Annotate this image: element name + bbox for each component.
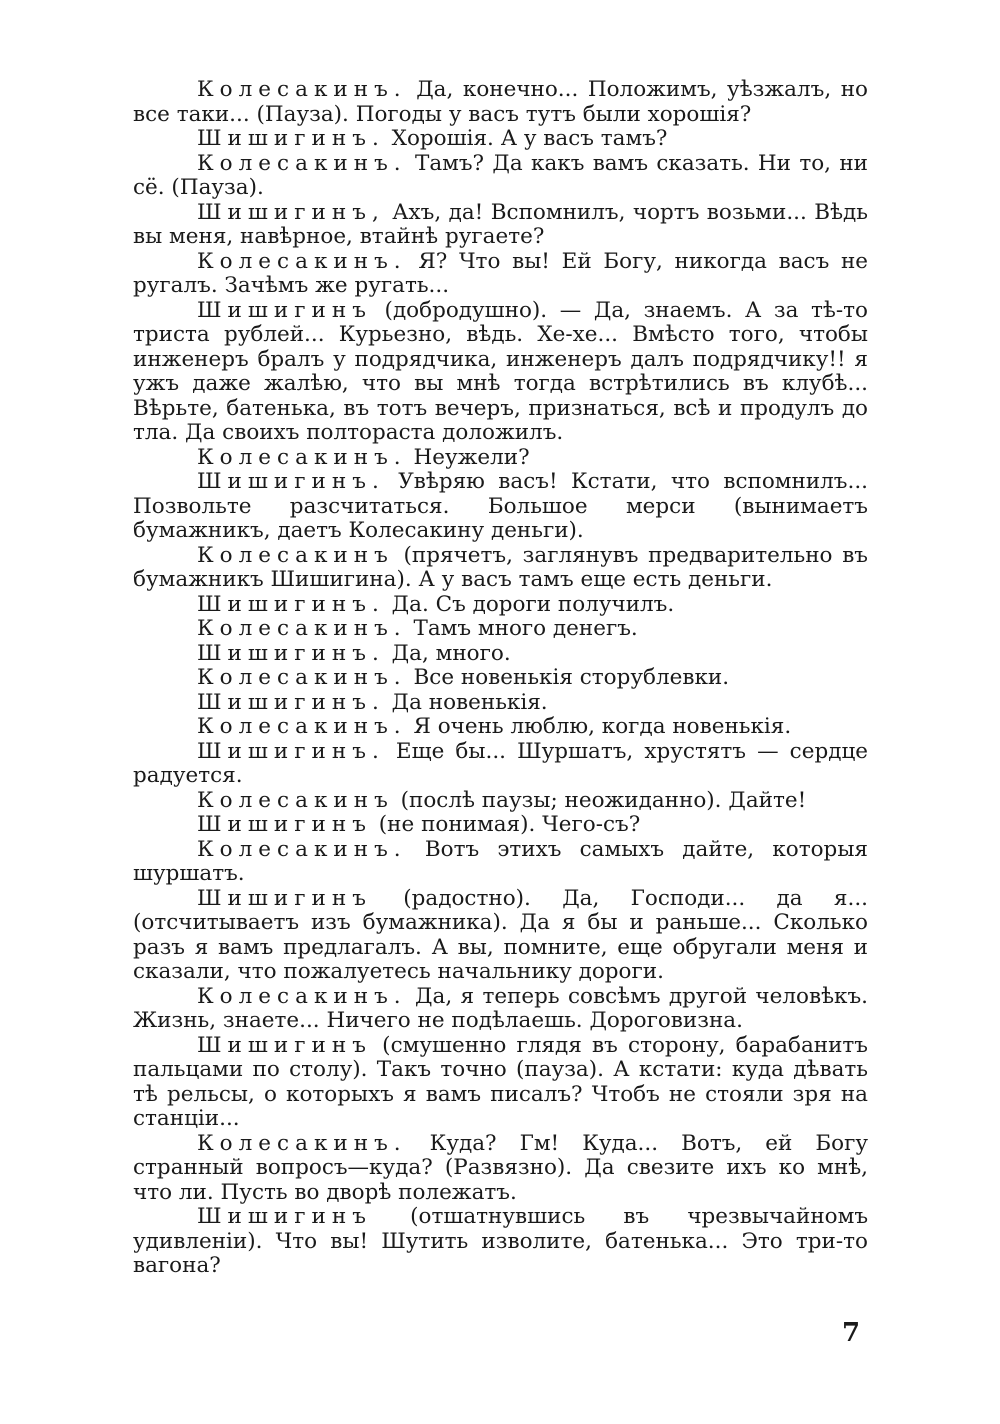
dialogue-line: [133, 813, 868, 838]
line-text: (послѣ паузы; неожиданно). Дайте!: [393, 787, 807, 813]
line-text: Неужели?: [406, 444, 530, 470]
line-text: Ахъ, да! Вспомнилъ, чортъ возьми... Вѣдь вы меня, навѣрное, втайнѣ ругаете?: [133, 199, 868, 249]
speaker-name: Шишигинъ: [197, 812, 372, 837]
speaker-name: Колесакинъ.: [197, 836, 407, 862]
speaker-name: Колесакинъ.: [197, 150, 407, 176]
speaker-name: Шишигинъ.: [197, 640, 385, 666]
speaker-name: Колесакинъ.: [197, 616, 407, 641]
dialogue-line: [133, 593, 868, 618]
line-text: (отшатнувшись въ чрезвычайномъ удивленіи). Что вы! Шутить изволите, батенька... Это три-то вагона?: [133, 1204, 868, 1278]
line-text: (прячетъ, заглянувъ предварительно въ бумажникъ Шишигина). А у васъ тамъ еще есть деньги.: [133, 542, 868, 592]
dialogue-line: [133, 740, 868, 789]
speaker-name: Колесакинъ.: [197, 1130, 407, 1156]
speaker-name: Колесакинъ.: [197, 77, 407, 102]
speaker-name: Шишигинъ: [197, 297, 372, 323]
dialogue-line: [133, 250, 868, 299]
dialogue-line: [133, 152, 868, 201]
dialogue-line: [133, 127, 868, 152]
dialogue-line: [133, 617, 868, 642]
speaker-name: Шишигинъ,: [197, 199, 385, 225]
dialogue-line: [133, 470, 868, 544]
speaker-name: Шишигинъ.: [197, 591, 385, 617]
dialogue-line: [133, 201, 868, 250]
speaker-name: Шишигинъ.: [197, 469, 385, 494]
dialogue-line: [133, 1034, 868, 1132]
speaker-name: Колесакинъ.: [197, 983, 407, 1009]
line-text: Тамъ? Да какъ вамъ сказать. Ни то, ни сё. (Пауза).: [133, 150, 868, 200]
speaker-name: Шишигинъ.: [197, 126, 385, 151]
speaker-name: Шишигинъ.: [197, 689, 385, 715]
page-body: [133, 78, 868, 1279]
speaker-name: Колесакинъ.: [197, 248, 407, 274]
line-text: Вотъ этихъ самыхъ дайте, которыя шуршатъ.: [133, 836, 868, 886]
line-text: (добродушно). — Да, знаемъ. А за тѣ-то триста рублей... Курьезно, вѣдь. Хе-хе... Вмѣсто того, чтобы инженеръ бралъ у подрядчика, инженеръ далъ подрядчику!! я ужъ даже жалѣю, что вы мнѣ тогда встрѣтились въ клубѣ... Вѣрьте, батенька, въ тотъ вечеръ, признаться, всѣ и продулъ до тла. Да своихъ полтораста доложилъ.: [133, 297, 868, 445]
speaker-name: Шишигинъ: [197, 1204, 372, 1229]
line-text: Куда? Гм! Куда... Вотъ, ей Богу странный вопросъ—куда? (Развязно). Да свезите ихъ ко мнѣ, что ли. Пусть во дворѣ полежатъ.: [133, 1130, 868, 1205]
dialogue-line: [133, 887, 868, 985]
speaker-name: Колесакинъ: [197, 787, 394, 813]
line-text: Да. Съ дороги получилъ.: [384, 591, 675, 617]
dialogue-line: [133, 1205, 868, 1279]
dialogue-line: [133, 642, 868, 667]
line-text: Еще бы... Шуршатъ, хрустятъ — сердце радуется.: [133, 738, 868, 788]
line-text: Да, много.: [384, 640, 511, 666]
dialogue-line: [133, 544, 868, 593]
line-text: Все новенькія сторублевки.: [406, 665, 730, 690]
line-text: Увѣряю васъ! Кстати, что вспомнилъ... Позвольте разсчитаться. Большое мерси (вынимаетъ бумажникъ, даетъ Колесакину деньги).: [133, 469, 868, 543]
page-number: 7: [842, 1318, 861, 1348]
dialogue-line: [133, 691, 868, 716]
line-text: Тамъ много денегъ.: [406, 616, 638, 641]
line-text: Да новенькія.: [384, 689, 548, 715]
speaker-name: Шишигинъ: [197, 1032, 372, 1058]
dialogue-line: [133, 985, 868, 1034]
line-text: Да, я теперь совсѣмъ другой человѣкъ. Жизнь, знаете... Ничего не подѣлаешь. Дороговизна.: [133, 983, 868, 1033]
dialogue-line: [133, 446, 868, 471]
line-text: (не понимая). Чего-съ?: [371, 812, 641, 837]
speaker-name: Колесакинъ.: [197, 714, 407, 739]
dialogue-line: [133, 299, 868, 446]
dialogue-line: [133, 78, 868, 127]
dialogue-line: [133, 838, 868, 887]
dialogue-line: [133, 789, 868, 814]
line-text: Я? Что вы! Ей Богу, никогда васъ не ругалъ. Зачѣмъ же ругать...: [133, 248, 868, 298]
speaker-name: Шишигинъ.: [197, 738, 385, 764]
line-text: Я очень люблю, когда новенькія.: [406, 714, 792, 739]
dialogue-line: [133, 1132, 868, 1206]
speaker-name: Шишигинъ: [197, 885, 372, 911]
line-text: (смушенно глядя въ сторону, барабанитъ пальцами по столу). Такъ точно (пауза). А кстати: куда дѣвать тѣ рельсы, о которыхъ я вамъ писалъ? Чтобъ не стояли зря на станціи...: [133, 1032, 868, 1131]
line-text: (радостно). Да, Господи... да я... (отсчитываетъ изъ бумажника). Да я бы и раньше... Сколько разъ я вамъ предлагалъ. А вы, помните, еще обругали меня и сказали, что пожалуетесь начальнику дороги.: [133, 885, 868, 984]
dialogue-line: [133, 715, 868, 740]
line-text: Да, конечно... Положимъ, уѣзжалъ, но все таки... (Пауза). Погоды у васъ тутъ были хорошія?: [133, 77, 868, 127]
speaker-name: Колесакинъ.: [197, 444, 407, 470]
line-text: Хорошія. А у васъ тамъ?: [384, 126, 668, 151]
speaker-name: Колесакинъ: [197, 542, 394, 568]
speaker-name: Колесакинъ.: [197, 665, 407, 690]
dialogue-line: [133, 666, 868, 691]
